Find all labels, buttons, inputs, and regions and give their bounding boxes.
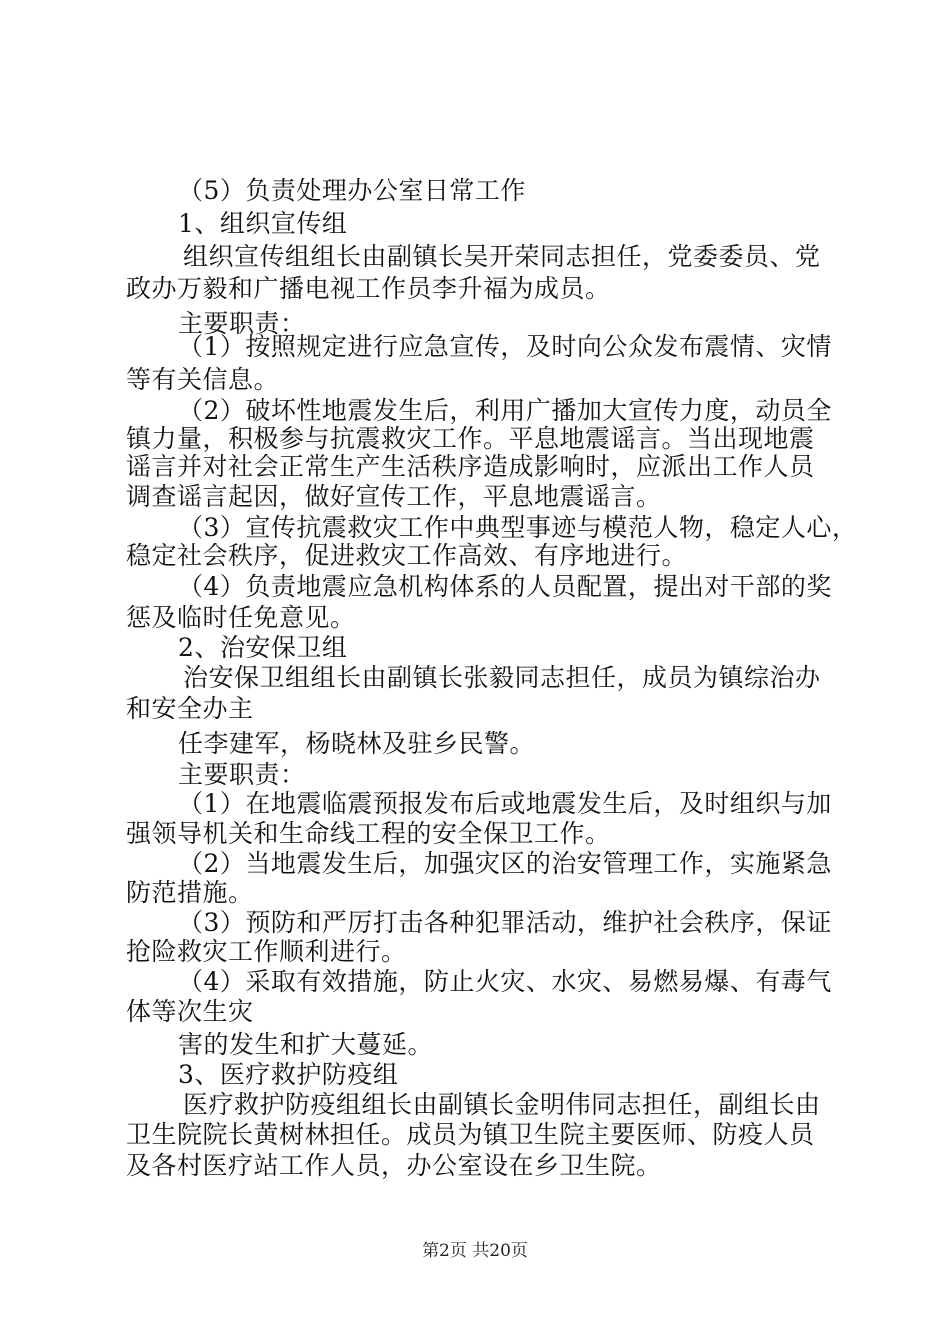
line-23: （2）当地震发生后，加强灾区的治安管理工作，实施紧急 [178, 849, 832, 878]
line-11: 调查谣言起因，做好宣传工作，平息地震谣言。 [126, 482, 662, 511]
line-32: 卫生院院长黄树林担任。成员为镇卫生院主要医师、防疫人员 [126, 1120, 815, 1149]
line-13: 稳定社会秩序，促进救灾工作高效、有序地进行。 [126, 541, 688, 570]
line-10: 谣言并对社会正常生产生活秩序造成影响时，应派出工作人员 [126, 452, 815, 481]
line-15: 惩及临时任免意见。 [126, 603, 356, 632]
line-18: 和安全办主 [126, 694, 254, 723]
line-20: 主要职责： [178, 760, 306, 789]
line-24: 防范措施。 [126, 878, 254, 907]
line-04: 政办万毅和广播电视工作员李升福为成员。 [126, 274, 611, 303]
line-31: 医疗救护防疫组组长由副镇长金明伟同志担任，副组长由 [183, 1090, 821, 1119]
line-28: 体等次生灾 [126, 997, 254, 1026]
line-09: 镇力量，积极参与抗震救灾工作。平息地震谣言。当出现地震 [126, 424, 815, 453]
line-33: 及各村医疗站工作人员，办公室设在乡卫生院。 [126, 1151, 662, 1180]
line-01: （5）负责处理办公室日常工作 [178, 176, 526, 205]
line-03: 组织宣传组组长由副镇长吴开荣同志担任，党委委员、党 [183, 242, 821, 271]
line-17: 治安保卫组组长由副镇长张毅同志担任，成员为镇综治办 [183, 663, 821, 692]
line-26: 抢险救灾工作顺利进行。 [126, 937, 407, 966]
line-25: （3）预防和严厉打击各种犯罪活动，维护社会秩序，保证 [178, 908, 832, 937]
line-19: 任李建军，杨晓林及驻乡民警。 [178, 729, 536, 758]
line-16: 2、治安保卫组 [178, 633, 348, 662]
line-30: 3、医疗救护防疫组 [178, 1060, 399, 1089]
line-21: （1）在地震临震预报发布后或地震发生后，及时组织与加 [178, 789, 832, 818]
page-number-footer: 第2页 共20页 [422, 1241, 528, 1261]
line-06: （1）按照规定进行应急宣传，及时向公众发布震情、灾情 [178, 332, 832, 361]
line-08: （2）破坏性地震发生后，利用广播加大宣传力度，动员全 [178, 396, 832, 425]
line-27: （4）采取有效措施，防止火灾、水灾、易燃易爆、有毒气 [178, 967, 832, 996]
line-05: 主要职责： [178, 309, 306, 338]
line-02: 1、组织宣传组 [178, 209, 348, 238]
line-14: （4）负责地震应急机构体系的人员配置，提出对干部的奖 [178, 572, 832, 601]
line-29: 害的发生和扩大蔓延。 [178, 1030, 434, 1059]
line-12: （3）宣传抗震救灾工作中典型事迹与模范人物，稳定人心， [178, 513, 858, 542]
line-07: 等有关信息。 [126, 365, 280, 394]
line-22: 强领导机关和生命线工程的安全保卫工作。 [126, 819, 611, 848]
